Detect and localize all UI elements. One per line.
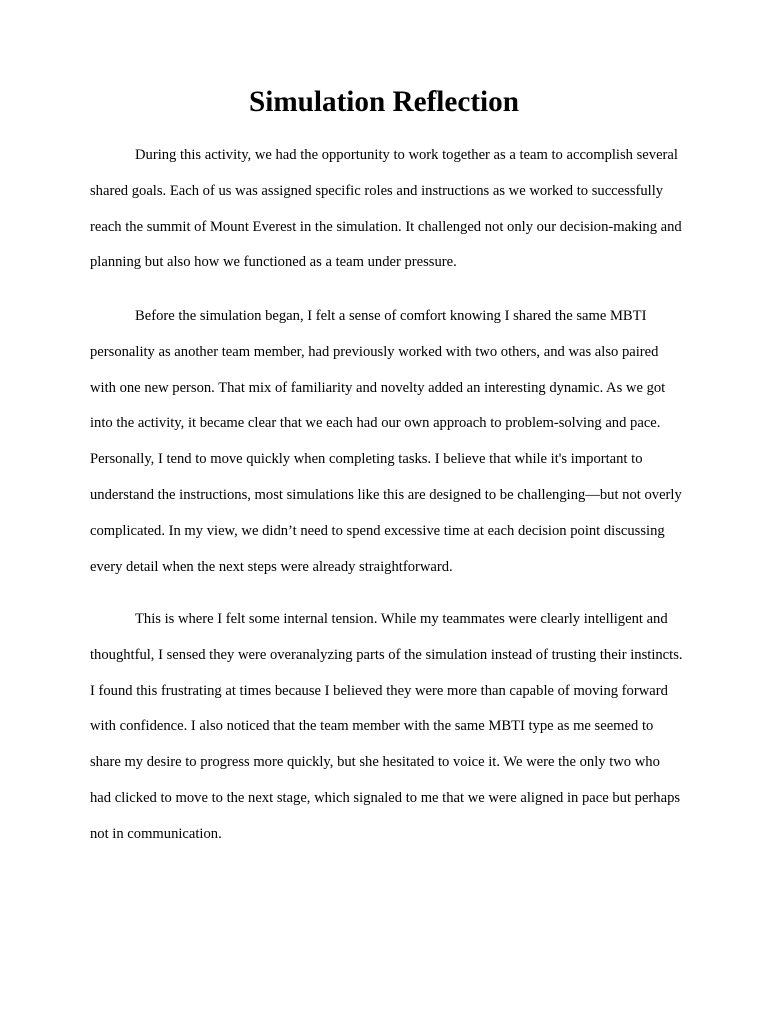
paragraph-1: During this activity, we had the opportunity to work together as a team to accomplish several shared goals. Each of us was assigned specific roles and instructions as we worked to successfully reach the summit of Mount Everest in the simulation. It challenged not only our decision-making and planning but also how we functioned as a team under pressure. [90,147,682,271]
paragraph-2: Before the simulation began, I felt a sense of comfort knowing I shared the same MBTI personality as another team member, had previously worked with two others, and was also paired with one new person. That mix of familiarity and novelty added an interesting dynamic. As we got into the activity, it became clear that we each had our own approach to problem-solving and pace. Personally, I tend to move quickly when completing tasks. I believe that while it's important to understand the instructions, most simulations like this are designed to be challenging—but not overly complicated. In my view, we didn’t need to spend excessive time at each decision point discussing every detail when the next steps were already straightforward. [90,308,682,575]
document-title: Simulation Reflection [249,86,519,118]
paragraph-3: This is where I felt some internal tension. While my teammates were clearly intelligent and thoughtful, I sensed they were overanalyzing parts of the simulation instead of trusting their instincts. I found this frustrating at times because I believed they were more than capable of moving forward with confidence. I also noticed that the team member with the same MBTI type as me seemed to share my desire to progress more quickly, but she hesitated to voice it. We were the only two who had clicked to move to the next stage, which signaled to me that we were aligned in pace but perhaps not in communication. [90,611,683,842]
